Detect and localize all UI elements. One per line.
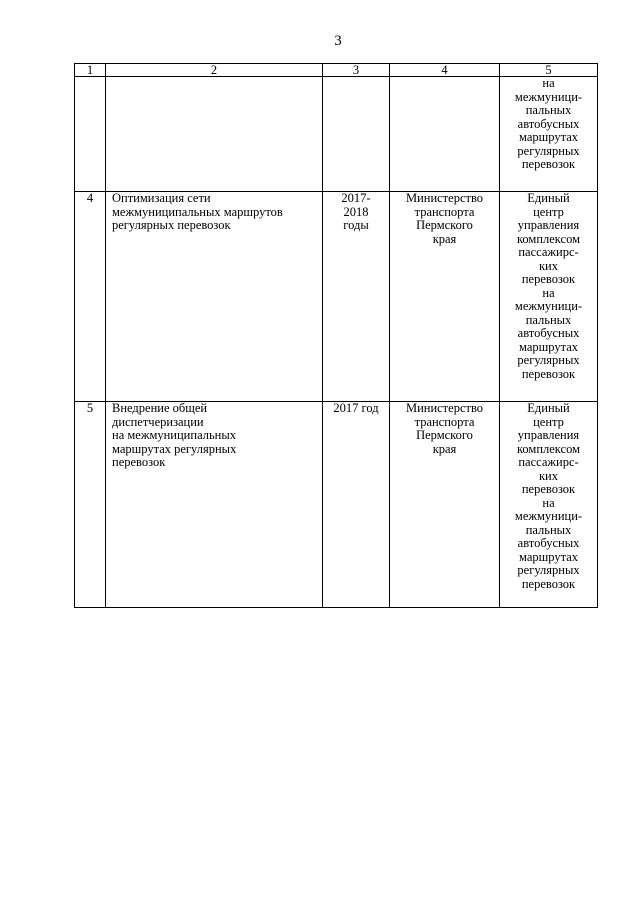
cell-executor: Единый центр управления комплексом пассажирс- ких перевозок на межмуници- пальных автобусных маршрутах регулярных перевозок [500,402,598,608]
cell-activity: Внедрение общей диспетчеризации на межмуниципальных маршрутах регулярных перевозок [106,402,323,608]
cell-responsible [390,77,500,192]
table-row [75,192,598,402]
cell-executor: на межмуници- пальных автобусных маршрутах регулярных перевозок [500,77,598,192]
cell-activity [106,77,323,192]
cell-responsible: Министерство транспорта Пермского края [390,192,500,402]
cell-num: 4 [75,192,106,402]
header-col-5: 5 [500,64,598,77]
header-col-1: 1 [75,64,106,77]
cell-activity: Оптимизация сети межмуниципальных маршрутов регулярных перевозок [106,192,323,402]
cell-period [323,77,390,192]
cell-executor: Единый центр управления комплексом пассажирс- ких перевозок на межмуници- пальных автобусных маршрутах регулярных перевозок [500,192,598,402]
table-row [75,402,598,608]
cell-responsible: Министерство транспорта Пермского края [390,402,500,608]
header-col-4: 4 [390,64,500,77]
cell-period: 2017- 2018 годы [323,192,390,402]
cell-period: 2017 год [323,402,390,608]
page-number: 3 [334,33,342,49]
cell-num [75,77,106,192]
header-col-3: 3 [323,64,390,77]
header-row [75,64,598,77]
cell-num: 5 [75,402,106,608]
table-row-continuation [75,77,598,192]
header-col-2: 2 [106,64,323,77]
measures-table [74,63,598,608]
